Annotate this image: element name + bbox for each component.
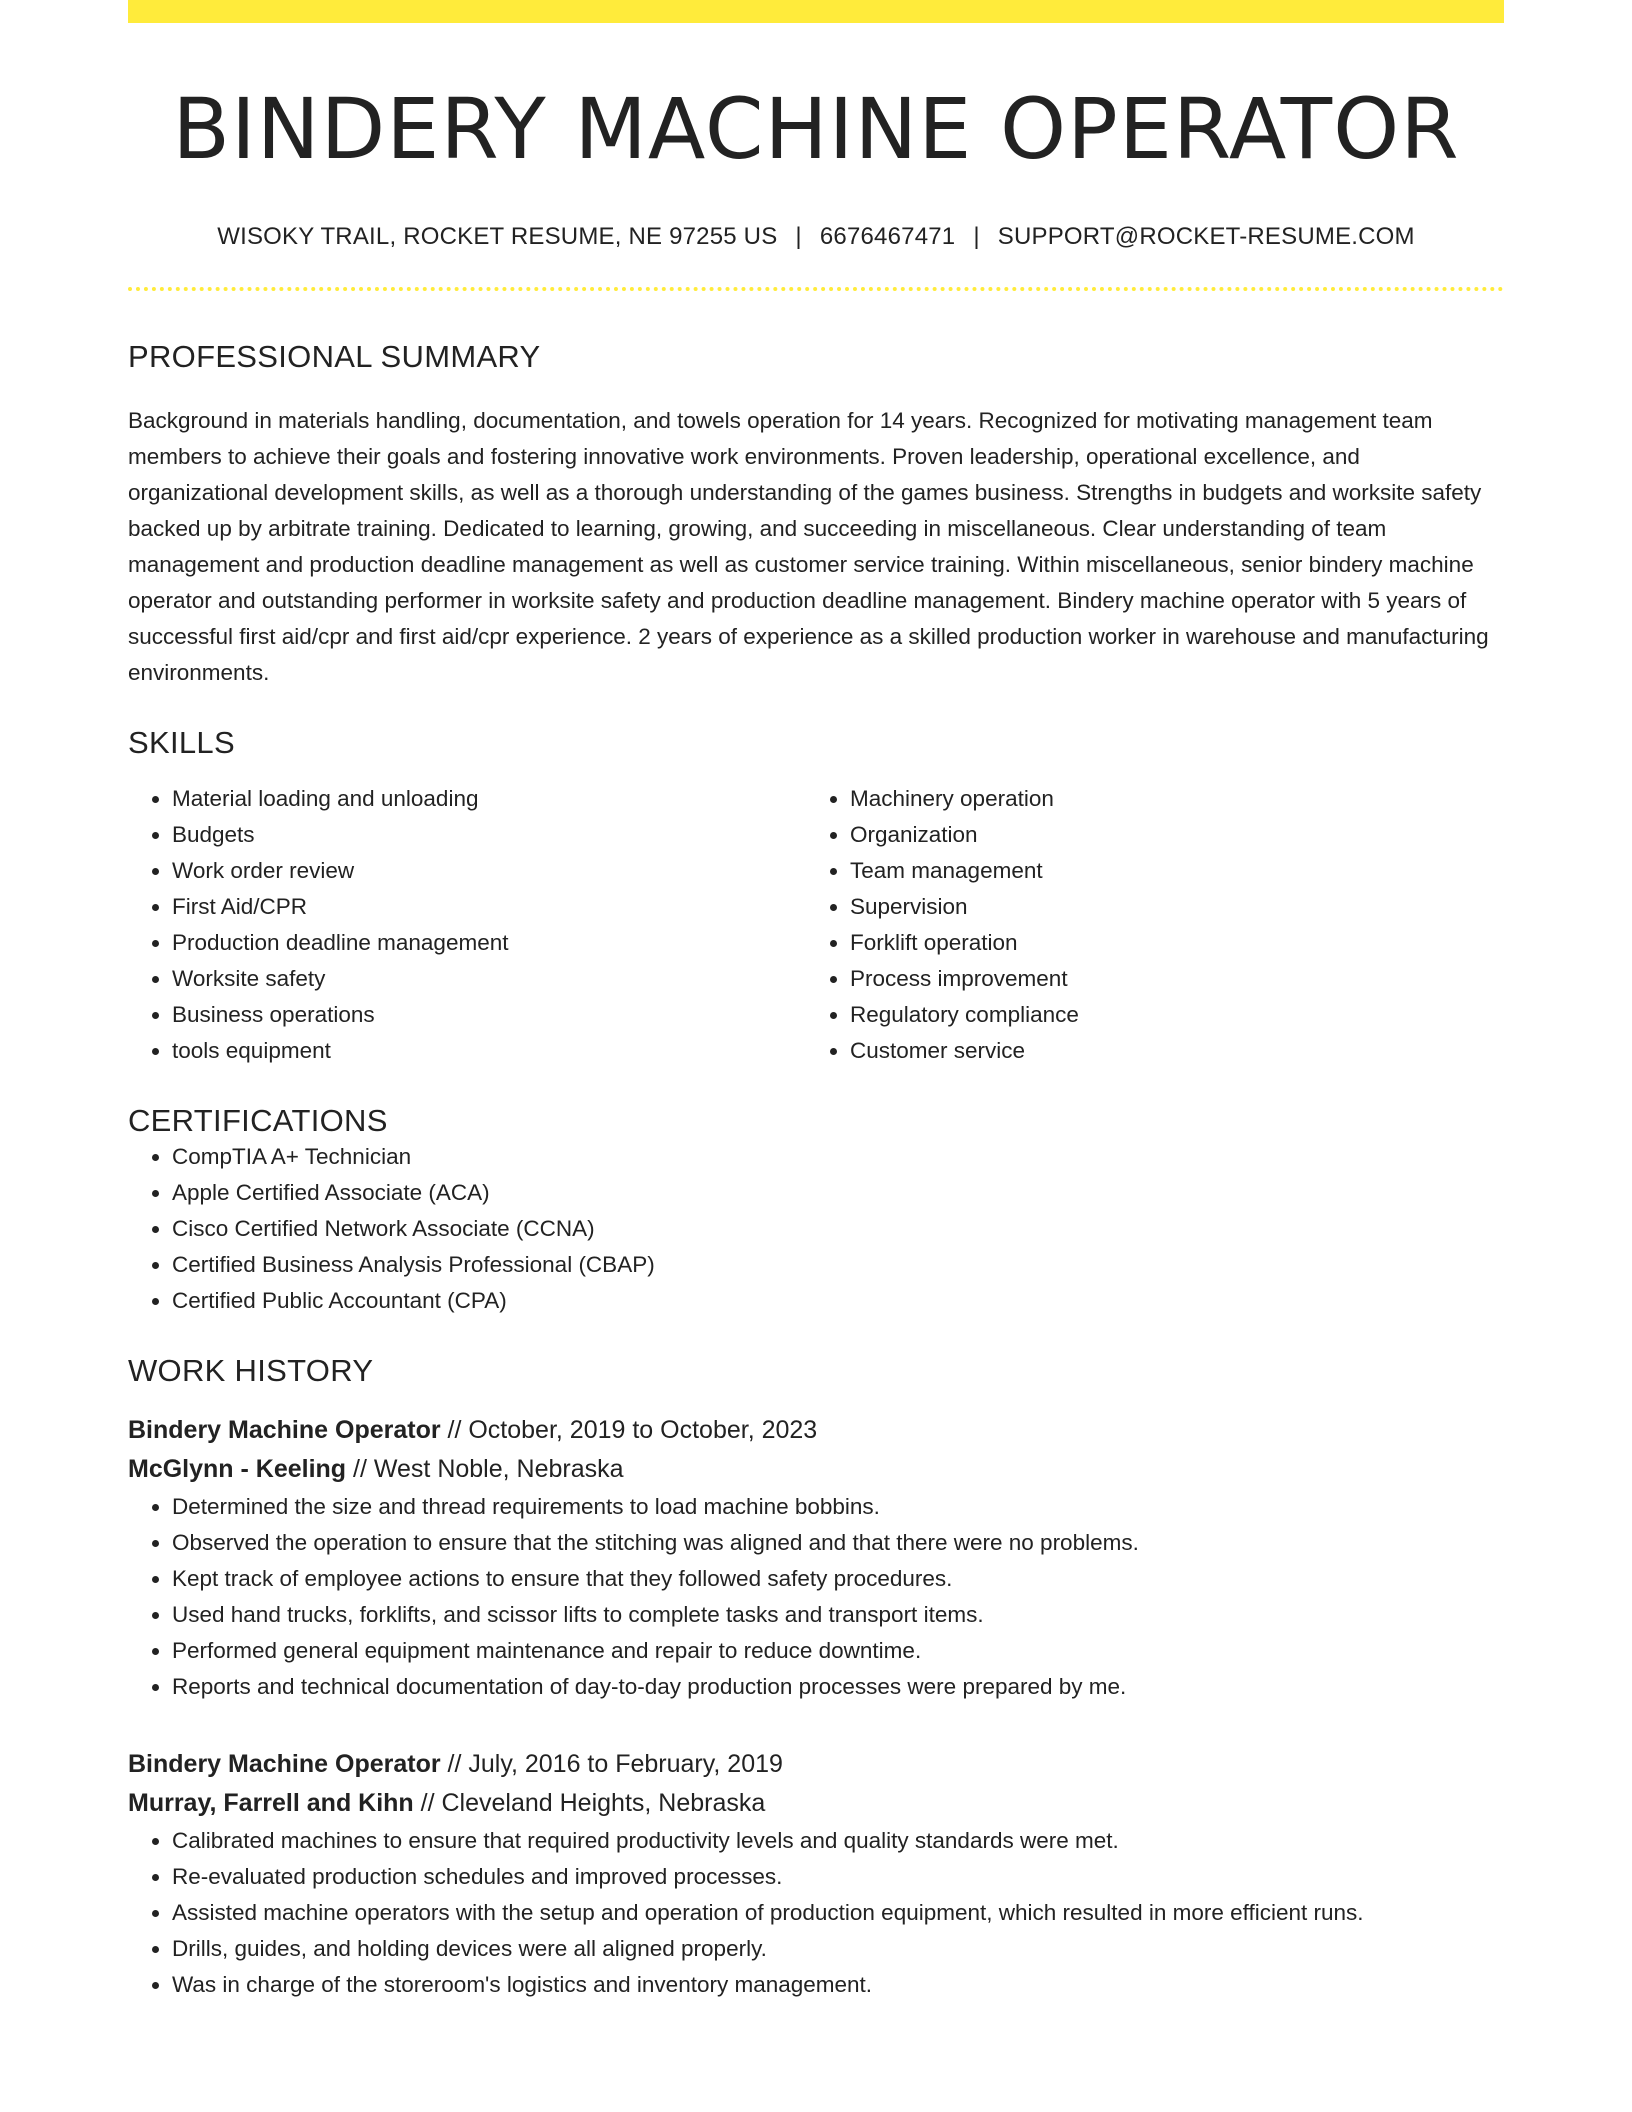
job-role: Bindery Machine Operator — [128, 1750, 441, 1779]
job-entry — [128, 1745, 1504, 2003]
section-title-skills: SKILLS — [128, 725, 235, 761]
skill-item: • Material loading and unloading — [172, 781, 806, 817]
section-title-summary: PROFESSIONAL SUMMARY — [128, 339, 541, 375]
job-role: Bindery Machine Operator — [128, 1416, 441, 1445]
section-title-work-history: WORK HISTORY — [128, 1353, 374, 1389]
skill-item: • Budgets — [172, 817, 806, 853]
certification-item: • Certified Public Accountant (CPA) — [172, 1283, 1504, 1319]
job-bullet: • Assisted machine operators with the setup and operation of production equipment, which resulted in more efficient runs. — [172, 1895, 1504, 1931]
contact-email: SUPPORT@ROCKET-RESUME.COM — [997, 223, 1415, 251]
skills-list-left — [128, 781, 806, 1069]
skill-item: • First Aid/CPR — [172, 889, 806, 925]
contact-separator: | — [973, 223, 980, 251]
job-company: Murray, Farrell and Kihn — [128, 1789, 414, 1818]
skill-item: • Customer service — [850, 1033, 1484, 1069]
job-entry — [128, 1411, 1504, 1705]
contact-address: WISOKY TRAIL, ROCKET RESUME, NE 97255 US — [217, 223, 778, 251]
accent-top-bar — [128, 0, 1504, 23]
job-bullets — [128, 1489, 1504, 1705]
section-title-certifications: CERTIFICATIONS — [128, 1103, 388, 1139]
dotted-divider — [128, 287, 1504, 291]
job-bullet: • Kept track of employee actions to ensure that they followed safety procedures. — [172, 1561, 1504, 1597]
contact-line — [128, 223, 1504, 251]
skill-item: • Work order review — [172, 853, 806, 889]
job-bullet: • Calibrated machines to ensure that required productivity levels and quality standards were met. — [172, 1823, 1504, 1859]
skill-item: • Process improvement — [850, 961, 1484, 997]
skill-item: • Forklift operation — [850, 925, 1484, 961]
resume-name: BINDERY MACHINE OPERATOR — [172, 80, 1460, 178]
skill-item: • tools equipment — [172, 1033, 806, 1069]
job-bullet: • Used hand trucks, forklifts, and scissor lifts to complete tasks and transport items. — [172, 1597, 1504, 1633]
skill-item: • Machinery operation — [850, 781, 1484, 817]
job-bullet: • Drills, guides, and holding devices were all aligned properly. — [172, 1931, 1504, 1967]
job-location: // Cleveland Heights, Nebraska — [413, 1789, 766, 1818]
skill-item: • Team management — [850, 853, 1484, 889]
skill-item: • Regulatory compliance — [850, 997, 1484, 1033]
summary-text: Background in materials handling, documentation, and towels operation for 14 years. Recognized for motivating management team members to achieve their goals and fostering innovative work environments. Proven leadership, operational excellence, and organizational development skills, as well as a thorough understanding of the games business. Strengths in budgets and worksite safety backed up by arbitrate training. Dedicated to learning, growing, and succeeding in miscellaneous. Clear understanding of team management and production deadline management as well as customer service training. Within miscellaneous, senior bindery machine operator and outstanding performer in worksite safety and production deadline management. Bindery machine operator with 5 years of successful first aid/cpr and first aid/cpr experience. 2 years of experience as a skilled production worker in warehouse and manufacturing environments. — [128, 408, 1489, 686]
certification-item: • Certified Business Analysis Professional (CBAP) — [172, 1247, 1504, 1283]
skill-item: • Organization — [850, 817, 1484, 853]
job-bullets — [128, 1823, 1504, 2003]
job-role-line — [128, 1745, 1504, 1784]
skill-item: • Worksite safety — [172, 961, 806, 997]
certification-item: • CompTIA A+ Technician — [172, 1139, 1504, 1175]
certifications-list — [128, 1139, 1504, 1319]
job-role-line — [128, 1411, 1504, 1450]
job-bullet: • Determined the size and thread requirements to load machine bobbins. — [172, 1489, 1504, 1525]
job-location: // West Noble, Nebraska — [346, 1455, 624, 1484]
job-company: McGlynn - Keeling — [128, 1455, 347, 1484]
job-bullet: • Performed general equipment maintenance and repair to reduce downtime. — [172, 1633, 1504, 1669]
job-bullet: • Reports and technical documentation of day-to-day production processes were prepared by me. — [172, 1669, 1504, 1705]
job-bullet: • Re-evaluated production schedules and improved processes. — [172, 1859, 1504, 1895]
job-company-line — [128, 1450, 1504, 1489]
skill-item: • Production deadline management — [172, 925, 806, 961]
skill-item: • Business operations — [172, 997, 806, 1033]
skill-item: • Supervision — [850, 889, 1484, 925]
contact-separator: | — [795, 223, 802, 251]
job-bullet: • Observed the operation to ensure that the stitching was aligned and that there were no problems. — [172, 1525, 1504, 1561]
job-dates: // October, 2019 to October, 2023 — [440, 1416, 818, 1445]
job-dates: // July, 2016 to February, 2019 — [440, 1750, 783, 1779]
certification-item: • Apple Certified Associate (ACA) — [172, 1175, 1504, 1211]
job-company-line — [128, 1784, 1504, 1823]
contact-phone: 6676467471 — [819, 223, 956, 251]
certification-item: • Cisco Certified Network Associate (CCNA) — [172, 1211, 1504, 1247]
skills-list-right — [806, 781, 1484, 1069]
resume-page — [128, 0, 1504, 2003]
skills-grid — [128, 781, 1504, 1069]
job-bullet: • Was in charge of the storeroom's logistics and inventory management. — [172, 1967, 1504, 2003]
